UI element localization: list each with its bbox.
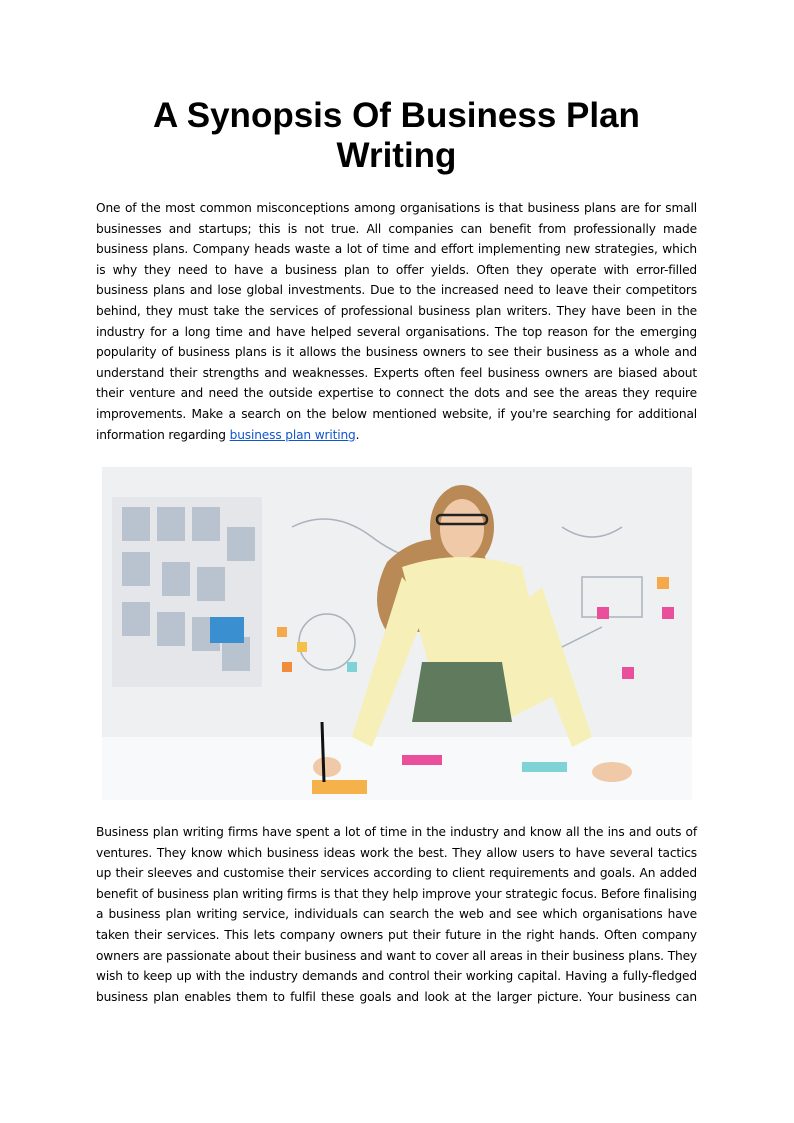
- page-title: A Synopsis Of Business Plan Writing: [153, 96, 640, 175]
- paragraph-end: .: [355, 427, 360, 442]
- paragraph-text: One of the most common misconceptions among organisations is that business plans are for small businesses and startups; this is not true. All companies can benefit from professionally made business plans. Company heads waste a lot of time and effort implementing new strategies, which is why they need to have a business plan to offer yields. Often they operate with error-filled business plans and lose global investments. Due to the increased need to leave their competitors behind, they must take the services of professional business plan writers. They have been in the industry for a long time and have helped several organisations. The top reason for the emerging popularity of business plans is it allows the business owners to see their business as a whole and understand their strengths and weaknesses. Experts often feel business owners are biased about their venture and need the outside expertise to connect the dots and see the areas they require improvements. Make a search on the below mentioned website, if you're searching for additional information regarding: [96, 201, 697, 442]
- business-woman-photo: [102, 467, 692, 800]
- body-paragraph: Business plan writing firms have spent a lot of time in the industry and know all the ins and outs of ventures. They know which business ideas work the best. They allow users to have several tactics up their sleeves and customise their services according to client requirements and goals. An added benefit of business plan writing firms is that they help improve your strategic focus. Before finalising a business plan writing service, individuals can search the web and see which organisations have taken their services. This lets company owners put their future in the right hands. Often company owners are passionate about their business and want to cover all areas in their business plans. They wish to keep up with the industry demands and control their working capital. Having a fully-fledged business plan enables them to fulfil these goals and look at the larger picture. Your business can: [96, 825, 697, 1004]
- business-plan-writing-link[interactable]: business plan writing: [229, 427, 356, 442]
- intro-paragraph: [96, 198, 697, 445]
